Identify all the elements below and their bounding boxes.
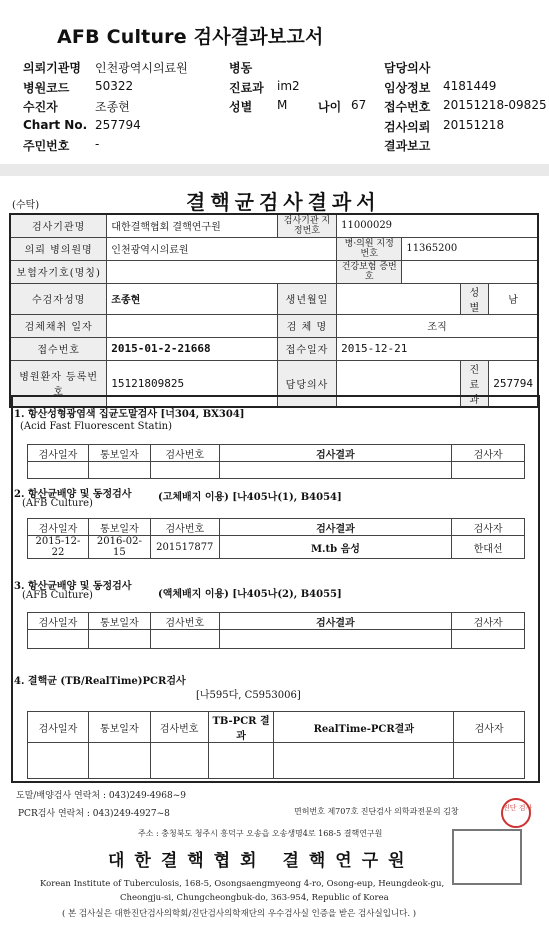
value-insurance-no [402,260,538,283]
s1-h-result: 검사결과 [219,445,451,462]
s2-h-result: 검사결과 [219,519,451,536]
s1-c-notify [88,462,150,479]
label-reg-no: 병원환자 등록번호 [10,360,107,407]
section4-table [27,711,525,779]
value-inst-no: 11000029 [337,214,538,237]
doc-subtitle: (수탁) [12,200,40,211]
s4-h-no: 검사번호 [150,712,208,743]
s3-c-examiner [452,630,525,649]
s2-h-no: 검사번호 [150,519,219,536]
license-text: 면허번호 제707호 진단검사 의학과전문의 김창 [294,807,459,816]
value-institution: 인천광역시의료원 [95,61,188,75]
label-request: 검사의뢰 [384,120,431,134]
value-clinical-info: 4181449 [443,79,497,93]
address-en-2: Cheongju-si, Chungcheongbuk-do, 363-954, Republic of Korea [120,893,389,903]
section2-method: (고체배지 이용) [나405나(1), B4054] [158,492,342,503]
value-age: 67 [351,98,367,112]
section3-en: (AFB Culture) [22,590,93,601]
value-inst: 대한결핵협회 결핵연구원 [107,214,278,237]
label-chart-no: Chart No. [23,118,88,132]
section4-code: [나595다, C5953006] [196,690,301,701]
value-sex: M [277,98,288,112]
value-dept-doc: 257794 [489,360,538,407]
label-doctor: 담당의사 [384,61,431,75]
s3-h-examiner: 검사자 [452,613,525,630]
s3-h-notify: 통보일자 [88,613,150,630]
s1-h-notify: 통보일자 [88,445,150,462]
value-hospital-code: 50322 [95,79,134,93]
value-receipt-no: 20151218-09825 [443,98,547,112]
label-institution: 의뢰기관명 [23,61,81,75]
contact-smear: 도말/배양검사 연락처 : 043)249-4968~9 [16,791,186,801]
value-chart-no: 257794 [95,118,141,132]
signature-seal: 진단 검사 [501,798,531,828]
value-hosp: 인천광역시의료원 [107,237,337,260]
value-reg-no: 15121809825 [107,360,278,407]
label-insurer: 보험자기호(명칭) [10,260,107,283]
s4-h-date: 검사일자 [28,712,89,743]
s3-h-no: 검사번호 [150,613,219,630]
label-hosp: 의뢰 병의원명 [10,237,107,260]
section2-en: (AFB Culture) [22,498,93,509]
value-name: 조종현 [107,283,278,314]
section1-table [27,444,525,479]
s2-c-examiner: 한대선 [452,536,525,559]
label-inst-no: 검사기관 지정번호 [277,214,336,237]
section1-title: 1. 항산성형광염색 집균도말검사 [너304, BX304] [14,409,245,420]
s3-c-no [150,630,219,649]
s4-h-rtpcr: RealTime-PCR결과 [274,712,454,743]
value-recv-no: 2015-01-2-21668 [107,337,278,360]
s2-c-no: 201517877 [150,536,219,559]
address-en-1: Korean Institute of Tuberculosis, 168-5, Osongsaengmyeong 4-ro, Osong-eup, Heungdeok-gu, [40,879,445,889]
value-recv-date: 2015-12-21 [337,337,538,360]
s3-c-date [28,630,89,649]
value-patient: 조종현 [95,100,130,114]
section3-title: 3. 항산균배양 및 동정검사 [14,581,132,592]
s1-h-date: 검사일자 [28,445,89,462]
label-patient: 수진자 [23,100,58,114]
s2-h-date: 검사일자 [28,519,89,536]
s1-c-result [219,462,451,479]
s2-h-examiner: 검사자 [452,519,525,536]
label-age: 나이 [318,100,342,114]
s4-h-examiner: 검사자 [454,712,525,743]
section2-table [27,518,525,559]
label-sex-doc: 성별 [461,283,489,314]
value-birth [337,283,461,314]
contact-pcr: PCR검사 연락처 : 043)249-4927~8 [18,809,170,819]
s4-c-notify [88,743,150,779]
section3-method: (액체배지 이용) [나405나(2), B4055] [158,589,342,600]
value-rrn: - [95,137,100,151]
s4-c-no [150,743,208,779]
label-clinical-info: 임상정보 [384,81,431,95]
s1-c-date [28,462,89,479]
s4-c-rtpcr [274,743,454,779]
section4-title: 4. 결핵균 (TB/RealTime)PCR검사 [14,676,186,687]
s3-h-result: 검사결과 [219,613,451,630]
s3-c-notify [88,630,150,649]
label-sex: 성별 [229,100,253,114]
s4-c-tbpcr [208,743,274,779]
section-divider [0,164,549,176]
label-recv-date: 접수일자 [277,337,336,360]
value-insurer [107,260,337,283]
s2-c-date: 2015-12-22 [28,536,89,559]
s1-h-no: 검사번호 [150,445,219,462]
value-specimen: 조직 [337,314,538,337]
institute-stamp [452,829,522,885]
label-doctor-doc: 담당의사 [277,360,336,407]
label-dept-doc: 진료과 [461,360,489,407]
value-department: im2 [277,79,300,93]
label-rrn: 주민번호 [23,139,70,153]
label-hosp-no: 병·의원 지정번호 [337,237,402,260]
s4-h-notify: 통보일자 [88,712,150,743]
section2-title: 2. 항산균배양 및 동정검사 [14,489,132,500]
value-collect-date [107,314,278,337]
s1-c-examiner [452,462,525,479]
section1-en: (Acid Fast Fluorescent Statin) [20,421,173,432]
doc-title: 결핵균검사결과서 [186,190,381,214]
report-title: AFB Culture 검사결과보고서 [57,26,324,48]
label-specimen: 검 체 명 [277,314,336,337]
s2-c-result: M.tb 음성 [219,536,451,559]
section3-table [27,612,525,649]
s4-c-date [28,743,89,779]
certification-note: ( 본 검사실은 대한진단검사의학회/진단검사의학재단의 우수검사실 인증을 받은 검사실입니다. ) [62,909,417,919]
label-name: 수검자성명 [10,283,107,314]
s4-h-tbpcr: TB-PCR 결과 [208,712,274,743]
value-request: 20151218 [443,118,505,132]
label-recv-no: 접수번호 [10,337,107,360]
s3-c-result [219,630,451,649]
s4-c-examiner [454,743,525,779]
institute-name: 대한결핵협회 결핵연구원 [108,851,415,871]
value-sex-doc: 남 [489,283,538,314]
label-receipt-no: 접수번호 [384,100,431,114]
label-result-report: 결과보고 [384,139,431,153]
label-ward: 병동 [229,61,253,75]
s2-h-notify: 통보일자 [88,519,150,536]
s1-c-no [150,462,219,479]
patient-info-table [9,213,539,408]
address-ko: 주소 : 충청북도 청주시 흥덕구 오송읍 오송생명4로 168-5 결핵연구원 [138,829,383,838]
label-hospital-code: 병원코드 [23,81,70,95]
label-insurance-no: 건강보험 증번호 [337,260,402,283]
value-hosp-no: 11365200 [402,237,538,260]
label-inst: 검사기관명 [10,214,107,237]
s2-c-notify: 2016-02-15 [88,536,150,559]
label-collect-date: 검체채취 일자 [10,314,107,337]
s1-h-examiner: 검사자 [452,445,525,462]
label-department: 진료과 [229,81,264,95]
label-birth: 생년월일 [277,283,336,314]
s3-h-date: 검사일자 [28,613,89,630]
